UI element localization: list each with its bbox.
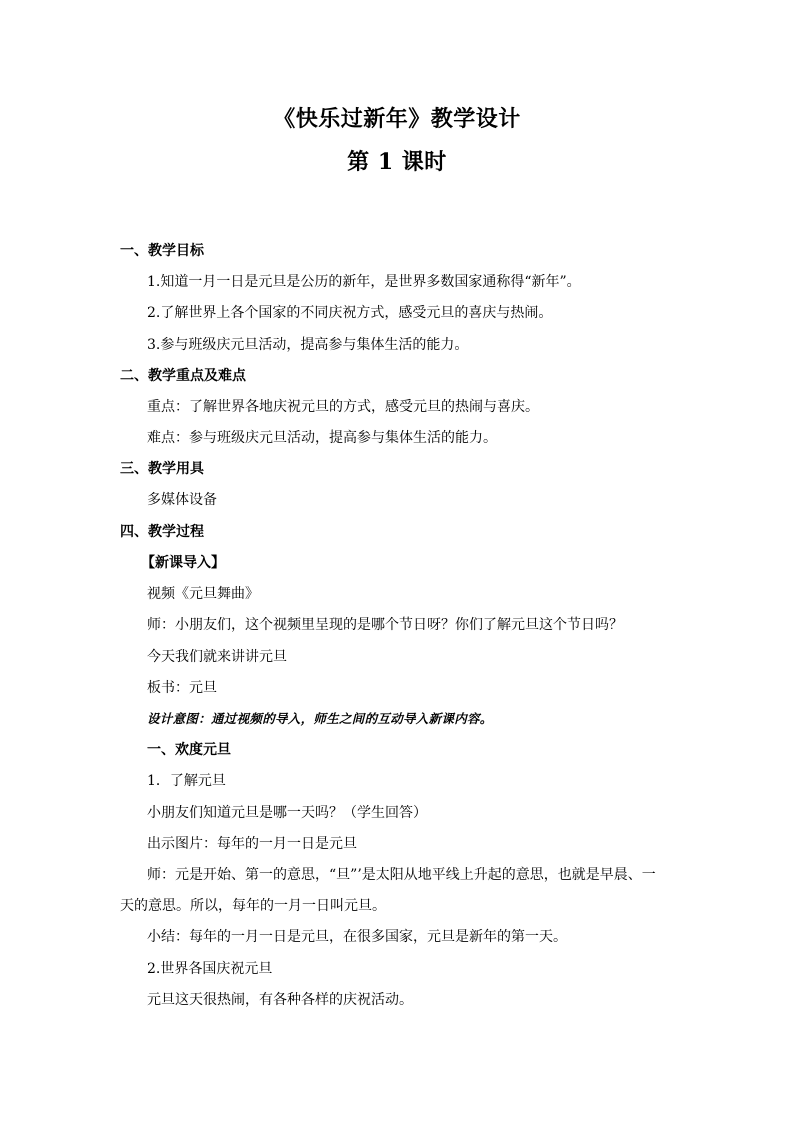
teacher-question: 师：小朋友们，这个视频里呈现的是哪个节日呀？你们了解元旦这个节日吗？	[147, 617, 623, 633]
step2-title: 2.世界各国庆祝元旦	[147, 961, 273, 977]
objective-item-3: 3.参与班级庆元旦活动，提高参与集体生活的能力。	[147, 337, 469, 353]
tools-text: 多媒体设备	[147, 492, 217, 508]
document-subtitle: 第 1 课时	[347, 149, 447, 175]
teacher-explanation-line1: 师：元是开始、第一的意思，“旦”’是太阳从地平线上升起的意思，也就是早晨、一	[147, 867, 656, 883]
section-heading-key-points: 二、教学重点及难点	[120, 368, 246, 384]
step1-question: 小朋友们知道元旦是哪一天吗？（学生回答）	[147, 805, 427, 821]
part1-heading: 一、欢度元旦	[147, 742, 231, 758]
teacher-explanation-line2: 天的意思。所以，每年的一月一日叫元旦。	[120, 898, 386, 914]
summary-text: 小结：每年的一月一日是元旦，在很多国家，元旦是新年的第一天。	[147, 929, 567, 945]
document-title: 《快乐过新年》教学设计	[273, 106, 521, 132]
objective-item-2: 2.了解世界上各个国家的不同庆祝方式，感受元旦的喜庆与热闹。	[147, 305, 553, 321]
design-intent-note: 设计意图：通过视频的导入，师生之间的互动导入新课内容。	[147, 711, 493, 726]
intro-heading: 【新课导入】	[141, 555, 225, 571]
section-heading-objectives: 一、教学目标	[120, 243, 204, 259]
board-text: 板书：元旦	[147, 680, 217, 696]
section-heading-tools: 三、教学用具	[120, 461, 204, 477]
step2-text: 元旦这天很热闹，有各种各样的庆祝活动。	[147, 992, 413, 1008]
today-text: 今天我们就来讲讲元旦	[147, 649, 287, 665]
objective-item-1: 1.知道一月一日是元旦是公历的新年，是世界多数国家通称得“新年”。	[147, 274, 581, 290]
key-point-text: 重点：了解世界各地庆祝元旦的方式，感受元旦的热闹与喜庆。	[147, 399, 539, 415]
step1-picture-text: 出示图片：每年的一月一日是元旦	[147, 836, 357, 852]
section-heading-process: 四、教学过程	[120, 524, 204, 540]
step1-title: 1．了解元旦	[147, 773, 226, 789]
video-text: 视频《元旦舞曲》	[147, 586, 259, 602]
difficulty-text: 难点：参与班级庆元旦活动，提高参与集体生活的能力。	[147, 430, 497, 446]
